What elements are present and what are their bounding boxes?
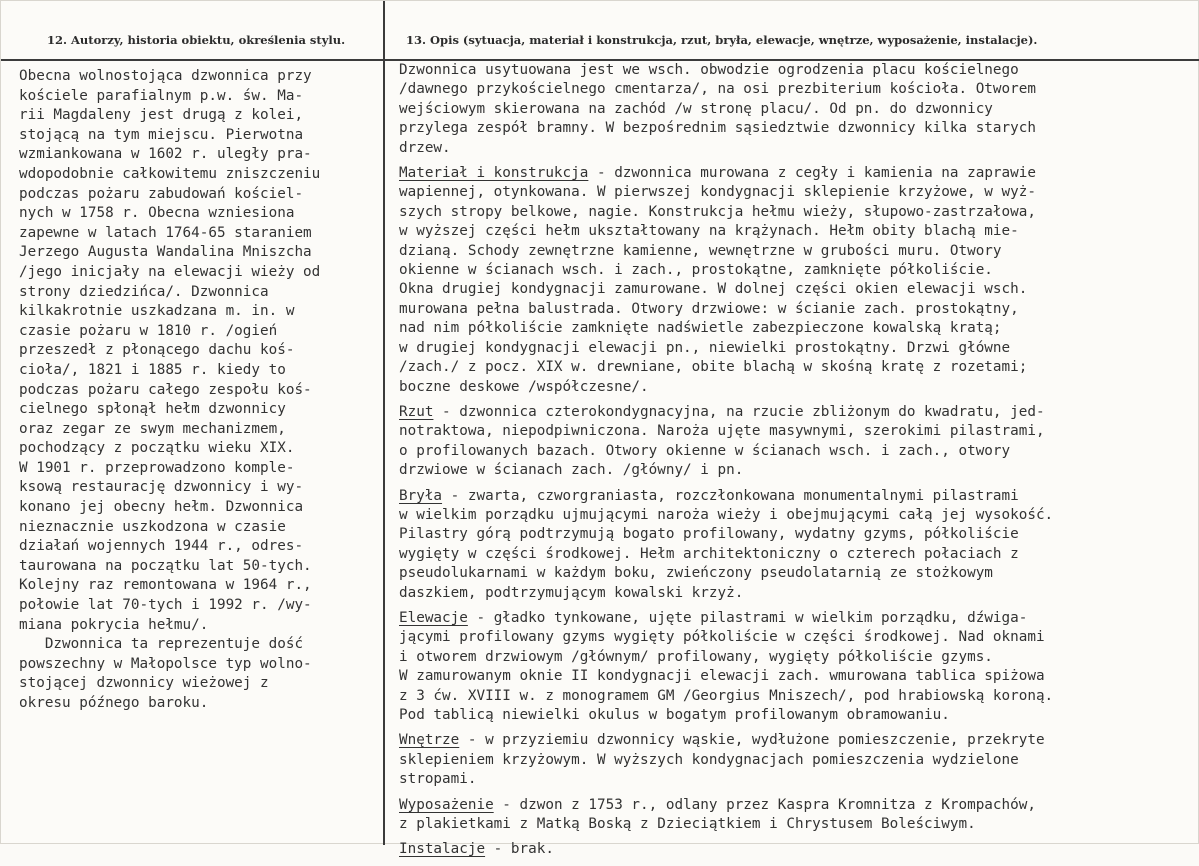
section-heading: Instalacje [399, 841, 486, 858]
description-line [399, 487, 1189, 506]
description-line [399, 461, 1189, 480]
description-line [399, 751, 1189, 770]
history-line: nych w 1758 r. Obecna wzniesiona [19, 205, 295, 222]
left-column-title: 12. Autorzy, historia obiektu, określenia stylu. [47, 33, 346, 47]
section-heading: Materiał i konstrukcja [399, 165, 589, 182]
description-line [399, 628, 1189, 647]
section-heading: Wyposażenie [399, 796, 494, 813]
description-line [399, 242, 1189, 261]
description-line [399, 815, 1189, 834]
description-paragraph [399, 403, 1189, 481]
line-text: W zamurowanym oknie II kondygnacji elewacji zach. wmurowana tablica spiżowa [399, 668, 1045, 685]
description-paragraph [399, 609, 1189, 725]
line-text: pseudolukarnami w każdym boku, zwieńczony pseudolatarnią ze stożkowym [399, 565, 993, 582]
history-line: Dzwonnica ta reprezentuje dość [19, 636, 304, 653]
history-line: czasie pożaru w 1810 r. /ogień [19, 322, 278, 339]
history-line: podczas pożaru zabudowań kościel- [19, 185, 304, 202]
description-paragraph [399, 487, 1189, 603]
line-text: - zwarta, czworgraniasta, rozczłonkowana monumentalnymi pilastrami [442, 487, 1019, 504]
history-line: W 1901 r. przeprowadzono komple- [19, 459, 295, 476]
description-line [399, 422, 1189, 441]
description-line [399, 139, 1189, 158]
description-line [399, 564, 1189, 583]
description-line [399, 545, 1189, 564]
description-line [399, 164, 1189, 183]
line-text: Okna drugiej kondygnacji zamurowane. W dolnej części okien elewacji wsch. [399, 281, 1028, 298]
line-text: /dawnego przykościelnego cmentarza/, na osi prezbiterium kościoła. Otworem [399, 81, 1036, 98]
history-line: okresu późnego baroku. [19, 695, 209, 711]
section-heading: Elewacje [399, 609, 468, 626]
line-text: nad nim półkoliście zamknięte nadświetle zabezpieczone kowalską kratą; [399, 320, 1002, 337]
right-column-title: 13. Opis (sytuacja, materiał i konstrukcja, rzut, bryła, elewacje, wnętrze, wyposażenie, instalacje). [406, 33, 1038, 47]
history-line: cioła/, 1821 i 1885 r. kiedy to [19, 361, 286, 378]
line-text: szych stropy belkowe, nagie. Konstrukcja hełmu wieży, słupowo-zastrzałowa, [399, 203, 1036, 220]
section-heading: Wnętrze [399, 732, 460, 749]
line-text: wejściowym skierowana na zachód /w stronę placu/. Od pn. do dzwonnicy [399, 100, 993, 117]
history-line: kościele parafialnym p.w. św. Ma- [19, 87, 304, 104]
line-text: /zach./ z pocz. XIX w. drewniane, obite blachą w skośną kratę z rozetami; [399, 359, 1028, 376]
description-line [399, 319, 1189, 338]
description-line [399, 403, 1189, 422]
description-line [399, 667, 1189, 686]
history-line: konano jej obecny hełm. Dzwonnica [19, 499, 304, 516]
description-line [399, 358, 1189, 377]
line-text: sklepieniem krzyżowym. W wyższych kondygnacjach pomieszczenia wydzielone [399, 751, 1019, 768]
history-line: zapewne w latach 1764-65 staraniem [19, 224, 312, 241]
history-line: Jerzego Augusta Wandalina Mniszcha [19, 244, 312, 261]
line-text: - dzwonnica murowana z cegły i kamienia na zaprawie [588, 165, 1036, 182]
description-line [399, 442, 1189, 461]
description-line [399, 731, 1189, 750]
history-line: miana pokrycia hełmu/. [19, 616, 209, 633]
history-line: działań wojennych 1944 r., odres- [19, 538, 304, 555]
line-text: z plakietkami z Matką Boską z Dzieciątkiem i Chrystusem Boleściwym. [399, 816, 976, 833]
description-line [399, 378, 1189, 397]
line-text: Pilastry górą podtrzymują bogato profilowany, wydatny gzyms, półkoliście [399, 526, 1019, 543]
line-text: drzwiowe w ścianach zach. /główny/ i pn. [399, 462, 744, 479]
line-text: boczne deskowe /współczesne/. [399, 378, 649, 395]
history-line: Kolejny raz remontowana w 1964 r., [19, 577, 312, 594]
line-text: dzianą. Schody zewnętrzne kamienne, wewnętrzne w grubości muru. Otwory [399, 242, 1002, 259]
line-text: o profilowanych bazach. Otwory okienne w ścianach wsch. i zach., otwory [399, 442, 1011, 459]
description-line [399, 261, 1189, 280]
history-line: wdopodobnie całkowitemu zniszczeniu [19, 165, 321, 182]
section-heading: Bryła [399, 487, 443, 504]
description-line [399, 506, 1189, 525]
history-line: nieznacznie uszkodzona w czasie [19, 518, 286, 535]
line-text: wapiennej, otynkowana. W pierwszej kondygnacji sklepienie krzyżowe, w wyż- [399, 184, 1036, 201]
line-text: i otworem drzwiowym /głównym/ profilowany, wygięty półkoliście gzyms. [399, 648, 993, 665]
description-paragraph [399, 164, 1189, 397]
line-text: z 3 ćw. XVIII w. z monogramem GM /Georgius Mniszech/, pod hrabiowską koroną. [399, 687, 1054, 704]
line-text: Dzwonnica usytuowana jest we wsch. obwodzie ogrodzenia placu kościelnego [399, 62, 1019, 78]
history-line: rii Magdaleny jest drugą z kolei, [19, 107, 304, 124]
line-text: - dzwon z 1753 r., odlany przez Kaspra Kromnitza z Krompachów, [493, 796, 1036, 813]
description-line [399, 203, 1189, 222]
description-text [399, 61, 1189, 866]
line-text: drzew. [399, 139, 451, 156]
line-text: - brak. [485, 841, 554, 858]
section-heading: Rzut [399, 403, 434, 420]
line-text: stropami. [399, 771, 477, 788]
column-divider [383, 1, 385, 845]
description-line [399, 183, 1189, 202]
description-line [399, 100, 1189, 119]
description-line [399, 61, 1189, 80]
line-text: Pod tablicą niewielki okulus w bogatym profilowanym obramowaniu. [399, 707, 950, 723]
description-line [399, 770, 1189, 789]
history-line: połowie lat 70-tych i 1992 r. /wy- [19, 597, 312, 614]
description-line [399, 840, 1189, 859]
description-line [399, 706, 1189, 725]
description-line [399, 222, 1189, 241]
line-text: w drugiej kondygnacji elewacji pn., niewielki prostokątny. Drzwi główne [399, 339, 1011, 356]
history-line: pochodzący z początku wieku XIX. [19, 440, 295, 457]
line-text: - w przyziemiu dzwonnicy wąskie, wydłużone pomieszczenie, przekryte [459, 732, 1045, 749]
line-text: - dzwonnica czterokondygnacyjna, na rzucie zbliżonym do kwadratu, jed- [433, 403, 1045, 420]
description-line [399, 119, 1189, 138]
line-text: jącymi profilowany gzyms wygięty półkoliście w części środkowej. Nad oknami [399, 629, 1045, 646]
history-line: przeszedł z płonącego dachu koś- [19, 342, 295, 359]
description-line [399, 648, 1189, 667]
description-line [399, 584, 1189, 603]
line-text: przylega zespół bramny. W bezpośrednim sąsiedztwie dzwonnicy kilka starych [399, 120, 1036, 137]
history-line: powszechny w Małopolsce typ wolno- [19, 655, 312, 672]
history-line: podczas pożaru całego zespołu koś- [19, 381, 312, 398]
line-text: murowana pełna balustrada. Otwory drzwiowe: w ścianie zach. prostokątny, [399, 300, 1019, 317]
history-line: stojącej dzwonnicy wieżowej z [19, 675, 269, 692]
history-line: taurowana na początku lat 50-tych. [19, 557, 312, 574]
description-line [399, 300, 1189, 319]
line-text: w wyższej części hełm ukształtowany na krążynach. Hełm obity blachą mie- [399, 223, 1019, 240]
description-line [399, 339, 1189, 358]
line-text: okienne w ścianach wsch. i zach., prostokątne, zamknięte półkoliście. [399, 262, 993, 279]
history-line: kilkakrotnie uszkadzana m. in. w [19, 303, 295, 320]
history-line: /jego inicjały na elewacji wieży od [19, 263, 321, 280]
history-line: ksową restaurację dzwonnicy i wy- [19, 479, 304, 496]
line-text: - gładko tynkowane, ujęte pilastrami w wielkim porządku, dźwiga- [467, 609, 1028, 626]
history-line: wzmiankowana w 1602 r. uległy pra- [19, 146, 312, 163]
description-line [399, 80, 1189, 99]
description-line [399, 609, 1189, 628]
line-text: w wielkim porządku ujmującymi naroża wieży i obejmującymi całą jej wysokość. [399, 506, 1054, 523]
description-paragraph [399, 731, 1189, 789]
history-text [19, 67, 375, 714]
history-line: Obecna wolnostojąca dzwonnica przy [19, 68, 312, 84]
description-line [399, 796, 1189, 815]
description-line [399, 525, 1189, 544]
history-line: cielnego spłonął hełm dzwonnicy [19, 401, 286, 418]
history-line: oraz zegar ze swym mechanizmem, [19, 420, 286, 437]
line-text: daszkiem, podtrzymującym kowalski krzyż. [399, 584, 744, 601]
description-line [399, 687, 1189, 706]
description-paragraph [399, 61, 1189, 158]
line-text: wygięty w części środkowej. Hełm architektoniczny o czterech połaciach z [399, 545, 1019, 562]
line-text: notraktowa, niepodpiwniczona. Naroża ujęte masywnymi, szerokimi pilastrami, [399, 423, 1045, 440]
description-paragraph [399, 840, 1189, 859]
description-line [399, 280, 1189, 299]
description-paragraph [399, 796, 1189, 835]
history-line: stojącą na tym miejscu. Pierwotna [19, 126, 304, 143]
history-line: strony dziedzińca/. Dzwonnica [19, 283, 269, 300]
